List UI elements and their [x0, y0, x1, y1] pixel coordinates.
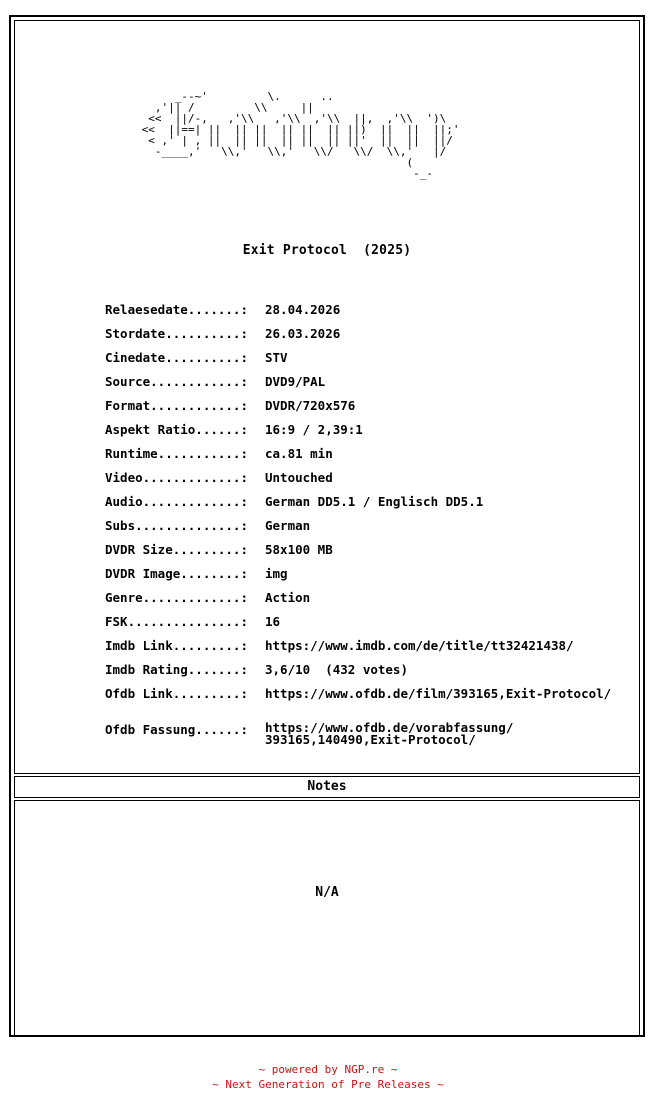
ofdb-fassung-line1: https://www.ofdb.de/vorabfassung/	[265, 720, 514, 735]
info-row	[105, 542, 611, 566]
info-label: Imdb Link.........:	[105, 638, 248, 653]
info-row	[105, 398, 611, 422]
info-label: DVDR Size.........:	[105, 542, 248, 557]
info-row	[105, 590, 611, 614]
info-value: ca.81 min	[265, 446, 333, 461]
release-title: Exit Protocol (2025)	[242, 243, 412, 258]
info-label: DVDR Image........:	[105, 566, 248, 581]
info-label: FSK...............:	[105, 614, 248, 629]
info-row	[105, 518, 611, 542]
footer-powered-by: ~ powered by NGP.re ~	[258, 1063, 398, 1076]
info-value: German	[265, 518, 311, 533]
info-value: 28.04.2026	[265, 302, 341, 317]
info-row	[105, 302, 611, 326]
info-row	[105, 470, 611, 494]
info-label: Aspekt Ratio......:	[105, 422, 248, 437]
footer-tagline: ~ Next Generation of Pre Releases ~	[212, 1078, 444, 1091]
info-row	[105, 350, 611, 374]
info-value: Untouched	[265, 470, 333, 485]
info-value: STV	[265, 350, 288, 365]
info-label: Genre.............:	[105, 590, 248, 605]
info-row	[105, 566, 611, 590]
info-value: Action	[265, 590, 311, 605]
info-label: Source............:	[105, 374, 248, 389]
info-value: 16:9 / 2,39:1	[265, 422, 363, 437]
notes-title: Notes	[307, 779, 347, 794]
info-label: Video.............:	[105, 470, 248, 485]
info-row	[105, 374, 611, 398]
info-row	[105, 662, 611, 686]
info-label: Stordate..........:	[105, 326, 248, 341]
info-value: 58x100 MB	[265, 542, 333, 557]
info-label: Runtime...........:	[105, 446, 248, 461]
info-value: DVDR/720x576	[265, 398, 356, 413]
info-row	[105, 638, 611, 662]
info-value: DVD9/PAL	[265, 374, 326, 389]
info-row-ofdb-fassung	[105, 722, 611, 752]
info-label: Cinedate..........:	[105, 350, 248, 365]
info-value: 26.03.2026	[265, 326, 341, 341]
info-value	[265, 722, 513, 752]
footer	[0, 1062, 656, 1092]
info-row	[105, 326, 611, 350]
info-value: German DD5.1 / Englisch DD5.1	[265, 494, 484, 509]
info-value: 16	[265, 614, 281, 629]
info-row	[105, 446, 611, 470]
notes-panel	[14, 800, 640, 1036]
info-label: Relaesedate.......:	[105, 302, 248, 317]
info-value: https://www.ofdb.de/film/393165,Exit-Protocol/	[265, 686, 612, 701]
release-info-list	[105, 302, 611, 752]
info-label: Subs..............:	[105, 518, 248, 533]
info-label: Audio.............:	[105, 494, 248, 509]
info-row	[105, 614, 611, 638]
goodboy-ascii-logo: _--~' \. .. ,'|| / \\ || << ||/-, ,'\\ ,'\\ ,'\\ ||, ,'\\ ')\ << ||==| || || || || || || ||) || || ||;' < ,' | , || || || || || || ||' || || ||/ -____,' \\,' \\,' \\/ \\/ \\,' |/ ( -_-	[141, 90, 460, 180]
info-value: https://www.imdb.com/de/title/tt32421438/	[265, 638, 574, 653]
nfo-frame	[9, 15, 645, 1037]
info-value: img	[265, 566, 288, 581]
info-row	[105, 422, 611, 446]
info-label: Ofdb Link.........:	[105, 686, 248, 701]
notes-text: N/A	[315, 885, 339, 900]
info-label: Imdb Rating.......:	[105, 662, 248, 677]
ofdb-fassung-line2: 393165,140490,Exit-Protocol/	[265, 732, 476, 747]
info-label: Ofdb Fassung......:	[105, 722, 248, 737]
info-value: 3,6/10 (432 votes)	[265, 662, 408, 677]
info-row	[105, 494, 611, 518]
info-row	[105, 686, 611, 710]
notes-header	[14, 776, 640, 798]
info-label: Format............:	[105, 398, 248, 413]
release-info-panel	[14, 20, 640, 774]
